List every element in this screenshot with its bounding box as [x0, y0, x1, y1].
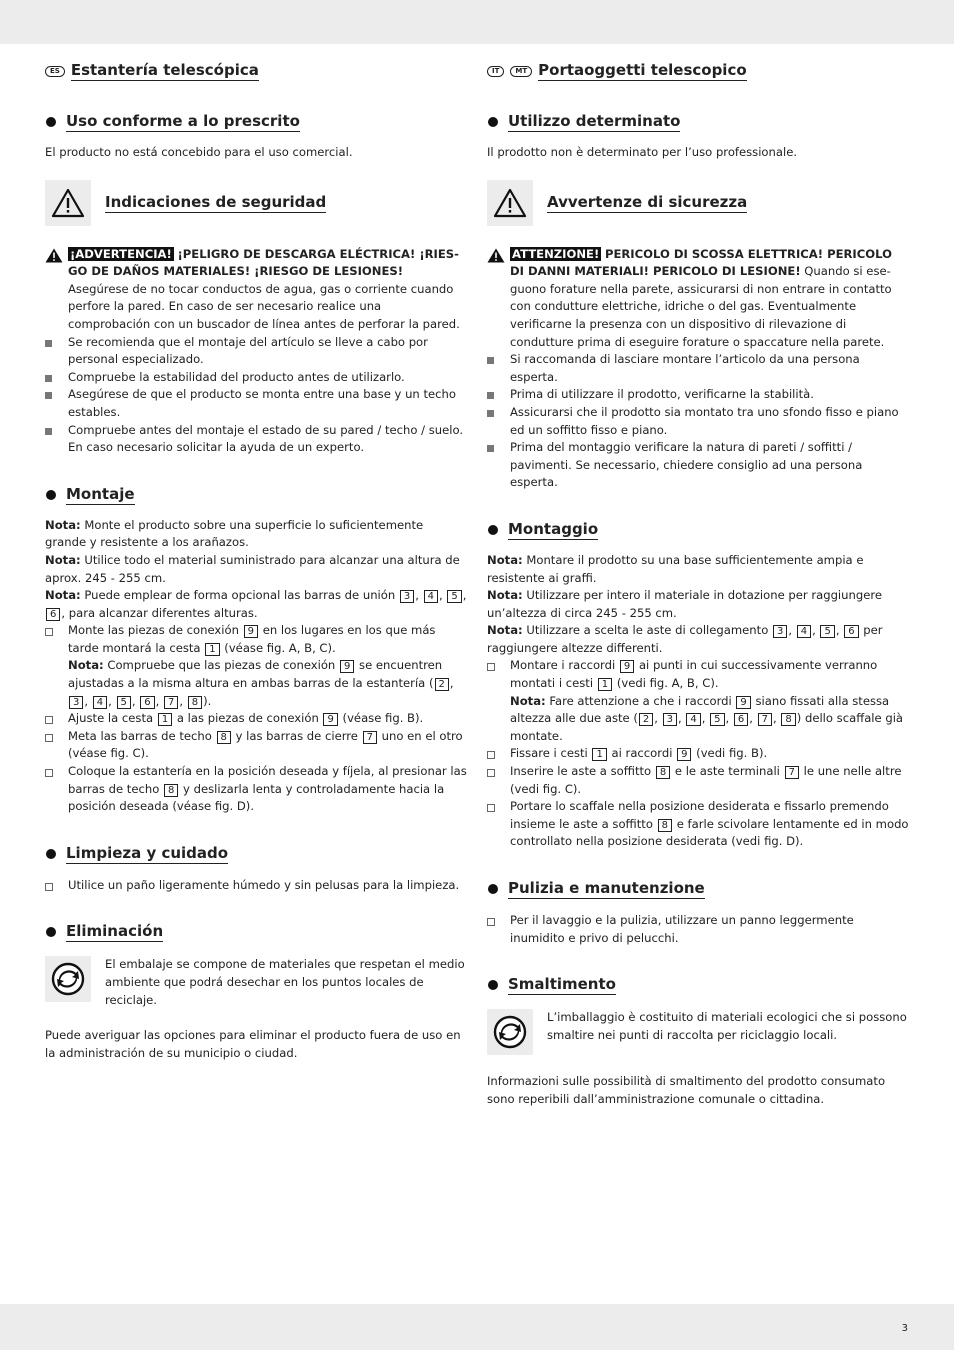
lang-badge-es: ES [45, 66, 65, 77]
lang-badge-mt: MT [510, 66, 532, 77]
heading-bullet-icon [46, 490, 56, 500]
disposal-after: Puede averiguar las opciones para eliminar el producto fuera de uso en la administración de su municipio o ciudad. [45, 1028, 461, 1060]
warning-icon [487, 180, 533, 226]
list-item: Prima di utilizzare il prodotto, verificarne la stabilità. [487, 386, 909, 404]
recycle-icon [487, 1009, 533, 1055]
warning-icon [45, 248, 63, 263]
column-it [487, 58, 909, 1108]
page-number: 3 [901, 1323, 908, 1334]
heading-text: Avvertenze di sicurezza [547, 192, 748, 211]
warning-icon [45, 180, 91, 226]
safety-list [487, 351, 909, 492]
assembly-steps [45, 622, 467, 816]
heading-disposal [487, 974, 909, 996]
recycle-icon [45, 956, 91, 1002]
cleaning-list [45, 877, 467, 895]
intended-use-text: Il prodotto non è determinato per l’uso professionale. [487, 145, 798, 159]
heading-intended-use [487, 111, 909, 133]
heading-text: Smaltimento [508, 975, 616, 994]
list-item: Prima del montaggio verificare la natura di pareti / soffitti / pavimenti. Se necessario, chiedere consiglio ad una persona esperta. [487, 439, 909, 492]
warning-bold: PERICOLO DI SCOSSA ELETTRICA! PERICOLO DI DANNI MATERIALI! PERICOLO DI LESIONE! [510, 246, 892, 279]
step-item: Per il lavaggio e la pulizia, utilizzare un panno leggermente inumidito e privo di pelucchi. [487, 912, 909, 947]
note-3: Nota: Utilizzare a scelta le aste di collegamento 3 , 4 , 5 , 6 per raggiungere altezze differenti. [487, 623, 883, 655]
warning-icon [487, 248, 505, 263]
warning-text: Asegúrese de no tocar conductos de agua, gas o corriente cuando perfore la pared. En caso de ser necesario realice una comprobación con un buscador de línea antes de perforar la pared. [68, 281, 460, 331]
disposal-block [45, 956, 467, 1009]
step-item: Fissare i cesti 1 ai raccordi 9 (vedi fig. B). [487, 745, 909, 763]
heading-intended-use [45, 111, 467, 133]
warning-paragraph [45, 246, 467, 334]
cleaning-list [487, 912, 909, 947]
heading-bullet-icon [488, 884, 498, 894]
heading-bullet-icon [46, 117, 56, 127]
warning-tag: ¡ADVERTENCIA! [70, 246, 172, 261]
heading-bullet-icon [488, 117, 498, 127]
list-item: Se recomienda que el montaje del artículo se lleve a cabo por personal especializado. [45, 334, 467, 369]
heading-text: Pulizia e manutenzione [508, 879, 705, 897]
page-title: Portaoggetti telescopico [538, 61, 747, 79]
heading-disposal [45, 921, 467, 943]
heading-text: Uso conforme a lo prescrito [66, 112, 300, 130]
list-item: Assicurarsi che il prodotto sia montato tra uno sfondo fisso e piano ed un soffitto fisso e piano. [487, 404, 909, 439]
step-item: Portare lo scaffale nella posizione desiderata e fissarlo premendo insieme le aste a soffitto 8 e farle scivolare lentamente ed in modo controllato nella posizione desiderata (vedi fig. D). [487, 798, 909, 851]
heading-text: Indicaciones de seguridad [105, 192, 327, 211]
column-es [45, 58, 467, 1062]
heading-cleaning [487, 878, 909, 900]
heading-text: Montaje [66, 484, 135, 503]
doc-title [45, 58, 467, 84]
warning-text: Quando si eseguono forature nella parete, assicurarsi di non entrare in contatto con condutture elettriche, idriche o del gas. Eventualmente verificarne la presenza con un dispositivo di rilevazione di condutture prima di eseguire forature o spaccature nella parete. [510, 264, 892, 349]
list-item: Compruebe la estabilidad del producto antes de utilizarlo. [45, 369, 467, 387]
heading-cleaning [45, 843, 467, 865]
footer-band [0, 1304, 954, 1350]
disposal-text: El embalaje se compone de materiales que respetan el medio ambiente que podrá desechar en los puntos locales de reciclaje. [105, 957, 465, 1007]
lang-badge-it: IT [487, 66, 504, 77]
step-item: Meta las barras de techo 8 y las barras de cierre 7 uno en el otro (véase fig. C). [45, 728, 467, 763]
header-band [0, 0, 954, 44]
list-item: Si raccomanda di lasciare montare l’articolo da una persona esperta. [487, 351, 909, 386]
assembly-notes [45, 517, 467, 623]
heading-safety [487, 180, 909, 226]
disposal-text: L’imballaggio è costituito di materiali ecologici che si possono smaltire nei punti di raccolta per riciclaggio locali. [547, 1010, 907, 1042]
page-title: Estantería telescópica [70, 61, 259, 79]
step-item: Montare i raccordi 9 ai punti in cui successivamente verranno montati i cesti 1 (vedi fig. A, B, C). Nota: Fare attenzione a che i raccordi 9 siano fissati alla stessa altezza alle due aste ( 2 , 3 , 4 , 5 , 6 , 7 , 8 ) dello scaffale già montate. [487, 657, 909, 745]
list-item: Compruebe antes del montaje el estado de su pared / techo / suelo. En caso necesario solicitar la ayuda de un experto. [45, 422, 467, 457]
assembly-steps [487, 657, 909, 851]
heading-text: Montaggio [508, 519, 599, 538]
warning-paragraph [487, 246, 909, 352]
heading-text: Utilizzo determinato [508, 112, 681, 130]
note-1: Nota: Monte el producto sobre una superficie lo suficientemente grande y resistente a los arañazos. [45, 517, 424, 550]
heading-text: Limpieza y cuidado [66, 843, 229, 862]
intended-use-text: El producto no está concebido para el uso comercial. [45, 145, 353, 159]
step-item: Inserire le aste a soffitto 8 e le aste terminali 7 le une nelle altre (vedi fig. C). [487, 763, 909, 798]
disposal-block [487, 1009, 909, 1055]
list-item: Asegúrese de que el producto se monta entre una base y un techo estables. [45, 386, 467, 421]
step-item: Ajuste la cesta 1 a las piezas de conexión 9 (véase fig. B). [45, 710, 467, 728]
note-2: Nota: Utilice todo el material suministrado para alcanzar una altura de aprox. 245 - 255 cm. [45, 552, 460, 585]
heading-safety [45, 180, 467, 226]
heading-bullet-icon [46, 927, 56, 937]
doc-title [487, 58, 909, 84]
disposal-after: Informazioni sulle possibilità di smaltimento del prodotto consumato sono reperibili dall’amministrazione comunale o cittadina. [487, 1074, 886, 1106]
heading-bullet-icon [46, 849, 56, 859]
step-item: Coloque la estantería en la posición deseada y fíjela, al presionar las barras de techo 8 y deslizarla lenta y controladamente hacia la posición deseada (véase fig. D). [45, 763, 467, 816]
heading-text: Eliminación [66, 922, 164, 941]
step-item: Monte las piezas de conexión 9 en los lugares en los que más tarde montará la cesta 1 (véase fig. A, B, C). Nota: Compruebe que las piezas de conexión 9 se encuentren ajustadas a la misma altura en ambas barras de la estantería ( 2 , 3 , 4 , 5 , 6 , 7 , 8 ). [45, 622, 467, 710]
note-1: Nota: Montare il prodotto su una base sufficientemente ampia e resistente ai graffi. [487, 552, 864, 585]
step-item: Utilice un paño ligeramente húmedo y sin pelusas para la limpieza. [45, 877, 467, 895]
heading-bullet-icon [488, 980, 498, 990]
heading-assembly [45, 484, 467, 506]
note-2: Nota: Utilizzare per intero il materiale in dotazione per raggiungere un’altezza di circa 245 - 255 cm. [487, 588, 882, 620]
heading-bullet-icon [488, 525, 498, 535]
heading-assembly [487, 519, 909, 541]
warning-tag: ATTENZIONE! [512, 246, 600, 261]
note-3: Nota: Puede emplear de forma opcional las barras de unión 3 , 4 , 5 , 6 , para alcanzar diferentes alturas. [45, 588, 467, 620]
assembly-notes [487, 552, 909, 658]
warning-bold: ¡PELIGRO DE DESCARGA ELÉCTRICA! ¡RIESGO DE DAÑOS MATERIALES! ¡RIESGO DE LESIONES! [68, 246, 459, 279]
safety-list [45, 334, 467, 457]
